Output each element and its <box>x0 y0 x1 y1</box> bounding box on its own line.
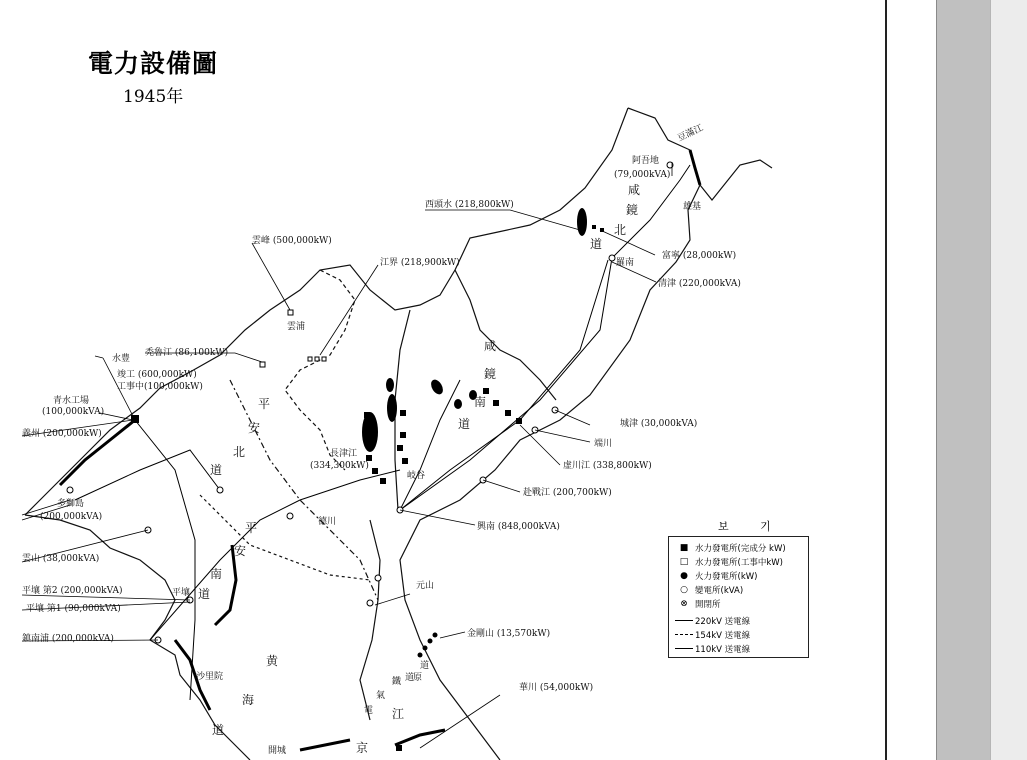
label-completed: 竣工 (600,000kW) <box>117 370 197 380</box>
label-hungnam: 興南 (848,000kVA) <box>477 522 560 532</box>
label-cheongsu-factory: 青水工場 <box>53 396 90 406</box>
region-char: 安 <box>248 421 261 435</box>
region-char: 京 <box>356 741 369 755</box>
region-char: 黄 <box>266 654 279 668</box>
thin-line-icon <box>673 644 695 654</box>
label-busyeong: 富寧 (28,000kW) <box>662 251 737 261</box>
region-char: 鐵 <box>392 677 402 687</box>
region-char: 原 <box>413 673 423 683</box>
reservoirs <box>362 208 587 452</box>
legend-text: 水力發電所(工事中kW) <box>695 558 783 568</box>
legend-text: 變電所(kVA) <box>695 586 744 596</box>
label-under-construction: 工事中(100,000kW) <box>117 382 203 392</box>
legend-title: 보 기 <box>718 520 785 533</box>
legend-text: 154kV 送電線 <box>695 631 751 641</box>
label-unsan: 雲山 (38,000kVA) <box>22 554 100 564</box>
hollow-square-icon: □ <box>679 557 689 567</box>
hollow-circle-icon: ○ <box>680 585 688 595</box>
label-gigok: 岐谷 <box>407 471 426 481</box>
label-duman-river: 豆滿江 <box>676 123 705 144</box>
legend-text: 110kV 送電線 <box>695 645 751 655</box>
label-bujeongang: 赴戰江 (200,700kW) <box>523 488 612 498</box>
legend-item-switching <box>673 598 721 610</box>
label-sariwon: 沙里院 <box>196 672 224 682</box>
legend-item-154kv <box>673 629 750 641</box>
label-unpo: 雲浦 <box>287 322 306 332</box>
region-char: 平 <box>245 521 258 535</box>
legend-text: 開閉所 <box>695 600 721 610</box>
label-jangjingang-cap: (334,300kW) <box>310 461 369 471</box>
region-char: 道 <box>590 237 603 251</box>
region-char: 咸 <box>628 183 641 197</box>
legend-item-220kv <box>673 615 750 627</box>
region-char: 電 <box>364 706 374 716</box>
region-char: 鏡 <box>626 203 639 217</box>
label-jangjingang: 長津江 <box>330 449 358 459</box>
legend-box <box>668 536 809 658</box>
construction-plants <box>260 310 326 367</box>
legend-text: 220kV 送電線 <box>695 617 751 627</box>
region-char: 安 <box>234 544 247 558</box>
label-danchon: 端川 <box>594 439 613 449</box>
filled-circle-icon: ● <box>680 571 688 581</box>
region-char: 道 <box>420 661 430 671</box>
label-deokcheon: 德川 <box>318 517 337 527</box>
rivers <box>60 150 700 750</box>
label-aoji: 阿吾地 <box>632 156 660 166</box>
label-gaeseong: 開城 <box>268 746 287 756</box>
label-cheongsu-cap: (100,000kVA) <box>42 407 105 417</box>
label-uiju: 義州 (200,000kW) <box>22 429 102 439</box>
label-tokrogang: 禿魯江 (86,100kW) <box>145 348 229 358</box>
legend-item-thermal <box>673 570 757 582</box>
region-char: 道 <box>405 673 415 683</box>
region-char: 氣 <box>376 691 386 701</box>
region-char: 海 <box>242 693 255 707</box>
scrollbar-track[interactable] <box>990 0 1027 760</box>
map-year: 1945年 <box>123 87 184 107</box>
filled-square-icon: ■ <box>679 543 689 553</box>
label-wonsan: 元山 <box>416 581 435 591</box>
viewer-sidebar[interactable] <box>936 0 991 760</box>
label-supung: 水豊 <box>112 354 131 364</box>
label-cheongjin: 清津 (220,000kVA) <box>658 279 741 289</box>
label-seodusu: 西頭水 (218,800kW) <box>425 200 514 210</box>
region-char: 北 <box>233 445 246 459</box>
region-char: 咸 <box>484 339 497 353</box>
region-char: 道 <box>210 463 223 477</box>
label-ganggye: 江界 (218,900kW) <box>380 258 460 268</box>
region-char: 鏡 <box>484 367 497 381</box>
legend-text: 水力發電所(完成分 kW) <box>695 544 786 554</box>
label-heocheongang: 虚川江 (338,800kW) <box>563 461 652 471</box>
label-najin: 羅南 <box>616 258 635 268</box>
label-seongjin: 城津 (30,000kVA) <box>620 419 698 429</box>
label-pyongyang1: 平壤 第1 (90,000kVA) <box>26 604 121 614</box>
label-pyongyang2: 平壤 第2 (200,000kVA) <box>22 586 123 596</box>
label-jinnampo: 鎮南浦 (200,000kVA) <box>22 634 114 644</box>
legend-text: 火力發電所(kW) <box>695 572 758 582</box>
legend-item-hydro-construction <box>673 556 783 568</box>
solid-line-icon <box>673 616 695 626</box>
label-ungi: 雄基 <box>683 202 702 212</box>
coastline <box>25 108 772 760</box>
region-char: 北 <box>614 223 627 237</box>
dashed-line-icon <box>673 630 695 640</box>
legend-item-110kv <box>673 643 750 655</box>
region-char: 江 <box>392 707 405 721</box>
map-title: 電力設備圖 <box>88 49 219 78</box>
label-geumgangsan: 金剛山 (13,570kW) <box>467 629 551 639</box>
label-hwacheon: 華川 (54,000kW) <box>519 683 594 693</box>
legend-item-hydro <box>673 542 786 554</box>
region-char: 道 <box>198 587 211 601</box>
label-dasado: 多獅島 <box>57 499 85 509</box>
label-unbong: 雲峰 (500,000kW) <box>252 236 332 246</box>
label-aoji-cap: (79,000kVA) <box>614 170 671 180</box>
label-dasado-cap: (200,000kVA) <box>40 512 103 522</box>
label-pyongyang: 平壤 <box>172 588 191 598</box>
region-char: 南 <box>474 395 487 409</box>
page-gutter <box>887 0 936 760</box>
region-char: 道 <box>212 723 225 737</box>
legend-item-substation <box>673 584 743 596</box>
region-char: 平 <box>258 397 271 411</box>
region-char: 道 <box>458 417 471 431</box>
region-char: 南 <box>210 567 223 581</box>
crossed-circle-icon: ⊗ <box>680 599 688 609</box>
